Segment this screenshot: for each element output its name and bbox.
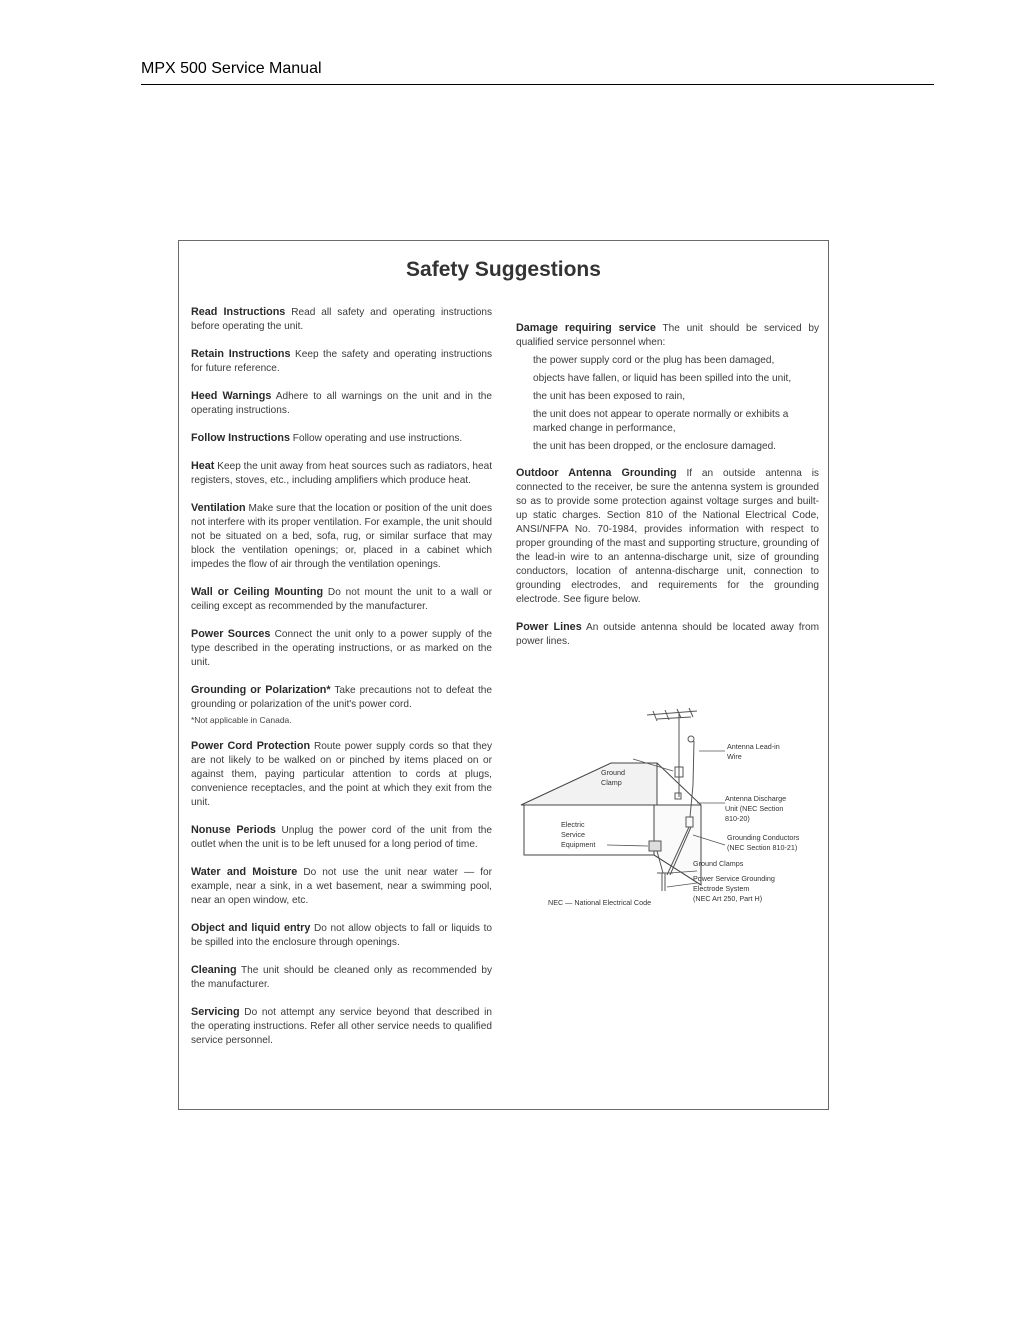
item-cleaning: Cleaning The unit should be cleaned only as recommended by the manufacturer. xyxy=(191,964,492,990)
antenna-grounding-diagram xyxy=(507,705,825,925)
item-heat: Heat Keep the unit away from heat sources such as radiators, heat registers, stoves, etc., including amplifiers which produce heat. xyxy=(191,460,492,486)
item-object-liquid-entry: Object and liquid entry Do not allow objects to fall or liquids to be spilled into the enclosure through openings. xyxy=(191,922,492,948)
label-grounding-conductors: Grounding Conductors xyxy=(727,833,800,842)
label-discharge-unit-2: Unit (NEC Section xyxy=(725,804,784,813)
label-discharge-unit: Antenna Discharge xyxy=(725,794,787,803)
item-power-lines: Power Lines An outside antenna should be located away from power lines. xyxy=(516,621,819,647)
label-ground-clamp: Ground xyxy=(601,768,625,777)
right-column xyxy=(516,321,819,662)
item-read-instructions: Read Instructions Read all safety and operating instructions before operating the unit. xyxy=(191,306,492,332)
item-heed-warnings: Heed Warnings Adhere to all warnings on the unit and in the operating instructions. xyxy=(191,390,492,416)
damage-list-item: the unit has been dropped, or the enclosure damaged. xyxy=(533,441,776,452)
label-electrode-system-2: Electrode System xyxy=(693,884,750,893)
label-electric-service: Electric xyxy=(561,820,585,829)
page-header xyxy=(141,60,934,85)
item-power-sources: Power Sources Connect the unit only to a power supply of the type described in the operating instructions, or as marked on the unit. xyxy=(191,628,492,668)
item-power-cord-protection: Power Cord Protection Route power supply cords so that they are not likely to be walked on or pinched by items placed on or against them, paying particular attention to cords at plugs, convenience receptacles, and the point at which they exit from the unit. xyxy=(191,740,492,808)
item-retain-instructions: Retain Instructions Keep the safety and operating instructions for future reference. xyxy=(191,348,492,374)
item-wall-ceiling-mounting: Wall or Ceiling Mounting Do not mount the unit to a wall or ceiling except as recommended by the manufacturer. xyxy=(191,586,492,612)
safety-document-frame xyxy=(178,240,829,1110)
item-water-moisture: Water and Moisture Do not use the unit near water — for example, near a sink, in a wet basement, near a swimming pool, near an open window, etc. xyxy=(191,866,492,906)
label-electrode-system-3: (NEC Art 250, Part H) xyxy=(693,894,763,903)
item-outdoor-antenna-grounding: Outdoor Antenna Grounding If an outside antenna is connected to the receiver, be sure the antenna system is grounded so as to provide some protection against voltage surges and built-up static charges. Section 810 of the National Electrical Code, ANSI/NFPA No. 70-1984, provides information with respect to proper grounding of the mast and supporting structure, grounding of the lead-in wire to an antenna-discharge unit, size of grounding conductors, location of antenna-discharge unit, connection to grounding electrodes, and requirements for the grounding electrode. See figure below. xyxy=(516,467,820,605)
label-discharge-unit-3: 810-20) xyxy=(725,814,750,823)
grounding-note: *Not applicable in Canada. xyxy=(191,715,292,725)
left-column xyxy=(191,305,492,1061)
damage-list-item: the unit does not appear to operate normally or exhibits a marked change in performance, xyxy=(533,409,789,434)
damage-list-item: objects have fallen, or liquid has been spilled into the unit, xyxy=(533,373,792,384)
label-electric-service-3: Equipment xyxy=(561,840,596,849)
damage-list-item: the unit has been exposed to rain, xyxy=(533,391,686,402)
item-nonuse-periods: Nonuse Periods Unplug the power cord of the unit from the outlet when the unit is to be left unused for a long period of time. xyxy=(191,824,493,850)
label-ground-clamp-2: Clamp xyxy=(601,778,622,787)
label-lead-in: Antenna Lead-in xyxy=(727,742,780,751)
label-electric-service-2: Service xyxy=(561,830,585,839)
label-grounding-conductors-2: (NEC Section 810-21) xyxy=(727,843,798,852)
header-title: MPX 500 Service Manual xyxy=(141,60,322,77)
damage-list-item: the power supply cord or the plug has been damaged, xyxy=(533,355,775,366)
damage-list xyxy=(533,354,819,454)
document-title: Safety Suggestions xyxy=(406,258,601,281)
item-grounding-polarization: Grounding or Polarization* Take precautions not to defeat the grounding or polarization of the unit's power cord. xyxy=(191,684,492,710)
label-ground-clamps: Ground Clamps xyxy=(693,859,744,868)
label-lead-in-2: Wire xyxy=(727,752,742,761)
item-servicing: Servicing Do not attempt any service beyond that described in the operating instructions. Refer all other service needs to qualified service personnel. xyxy=(191,1006,492,1046)
item-ventilation: Ventilation Make sure that the location or position of the unit does not interfere with its proper ventilation. For example, the unit should not be situated on a bed, sofa, rug, or similar surface that may block the ventilation openings; or, placed in a cabinet which impedes the flow of air through the ventilation openings. xyxy=(191,502,492,570)
label-nec: NEC — National Electrical Code xyxy=(548,898,652,907)
item-follow-instructions: Follow Instructions Follow operating and use instructions. xyxy=(191,432,463,444)
item-damage-requiring-service: Damage requiring service The unit should be serviced by qualified service personnel when: xyxy=(516,322,819,348)
label-electrode-system: Power Service Grounding xyxy=(693,874,775,883)
